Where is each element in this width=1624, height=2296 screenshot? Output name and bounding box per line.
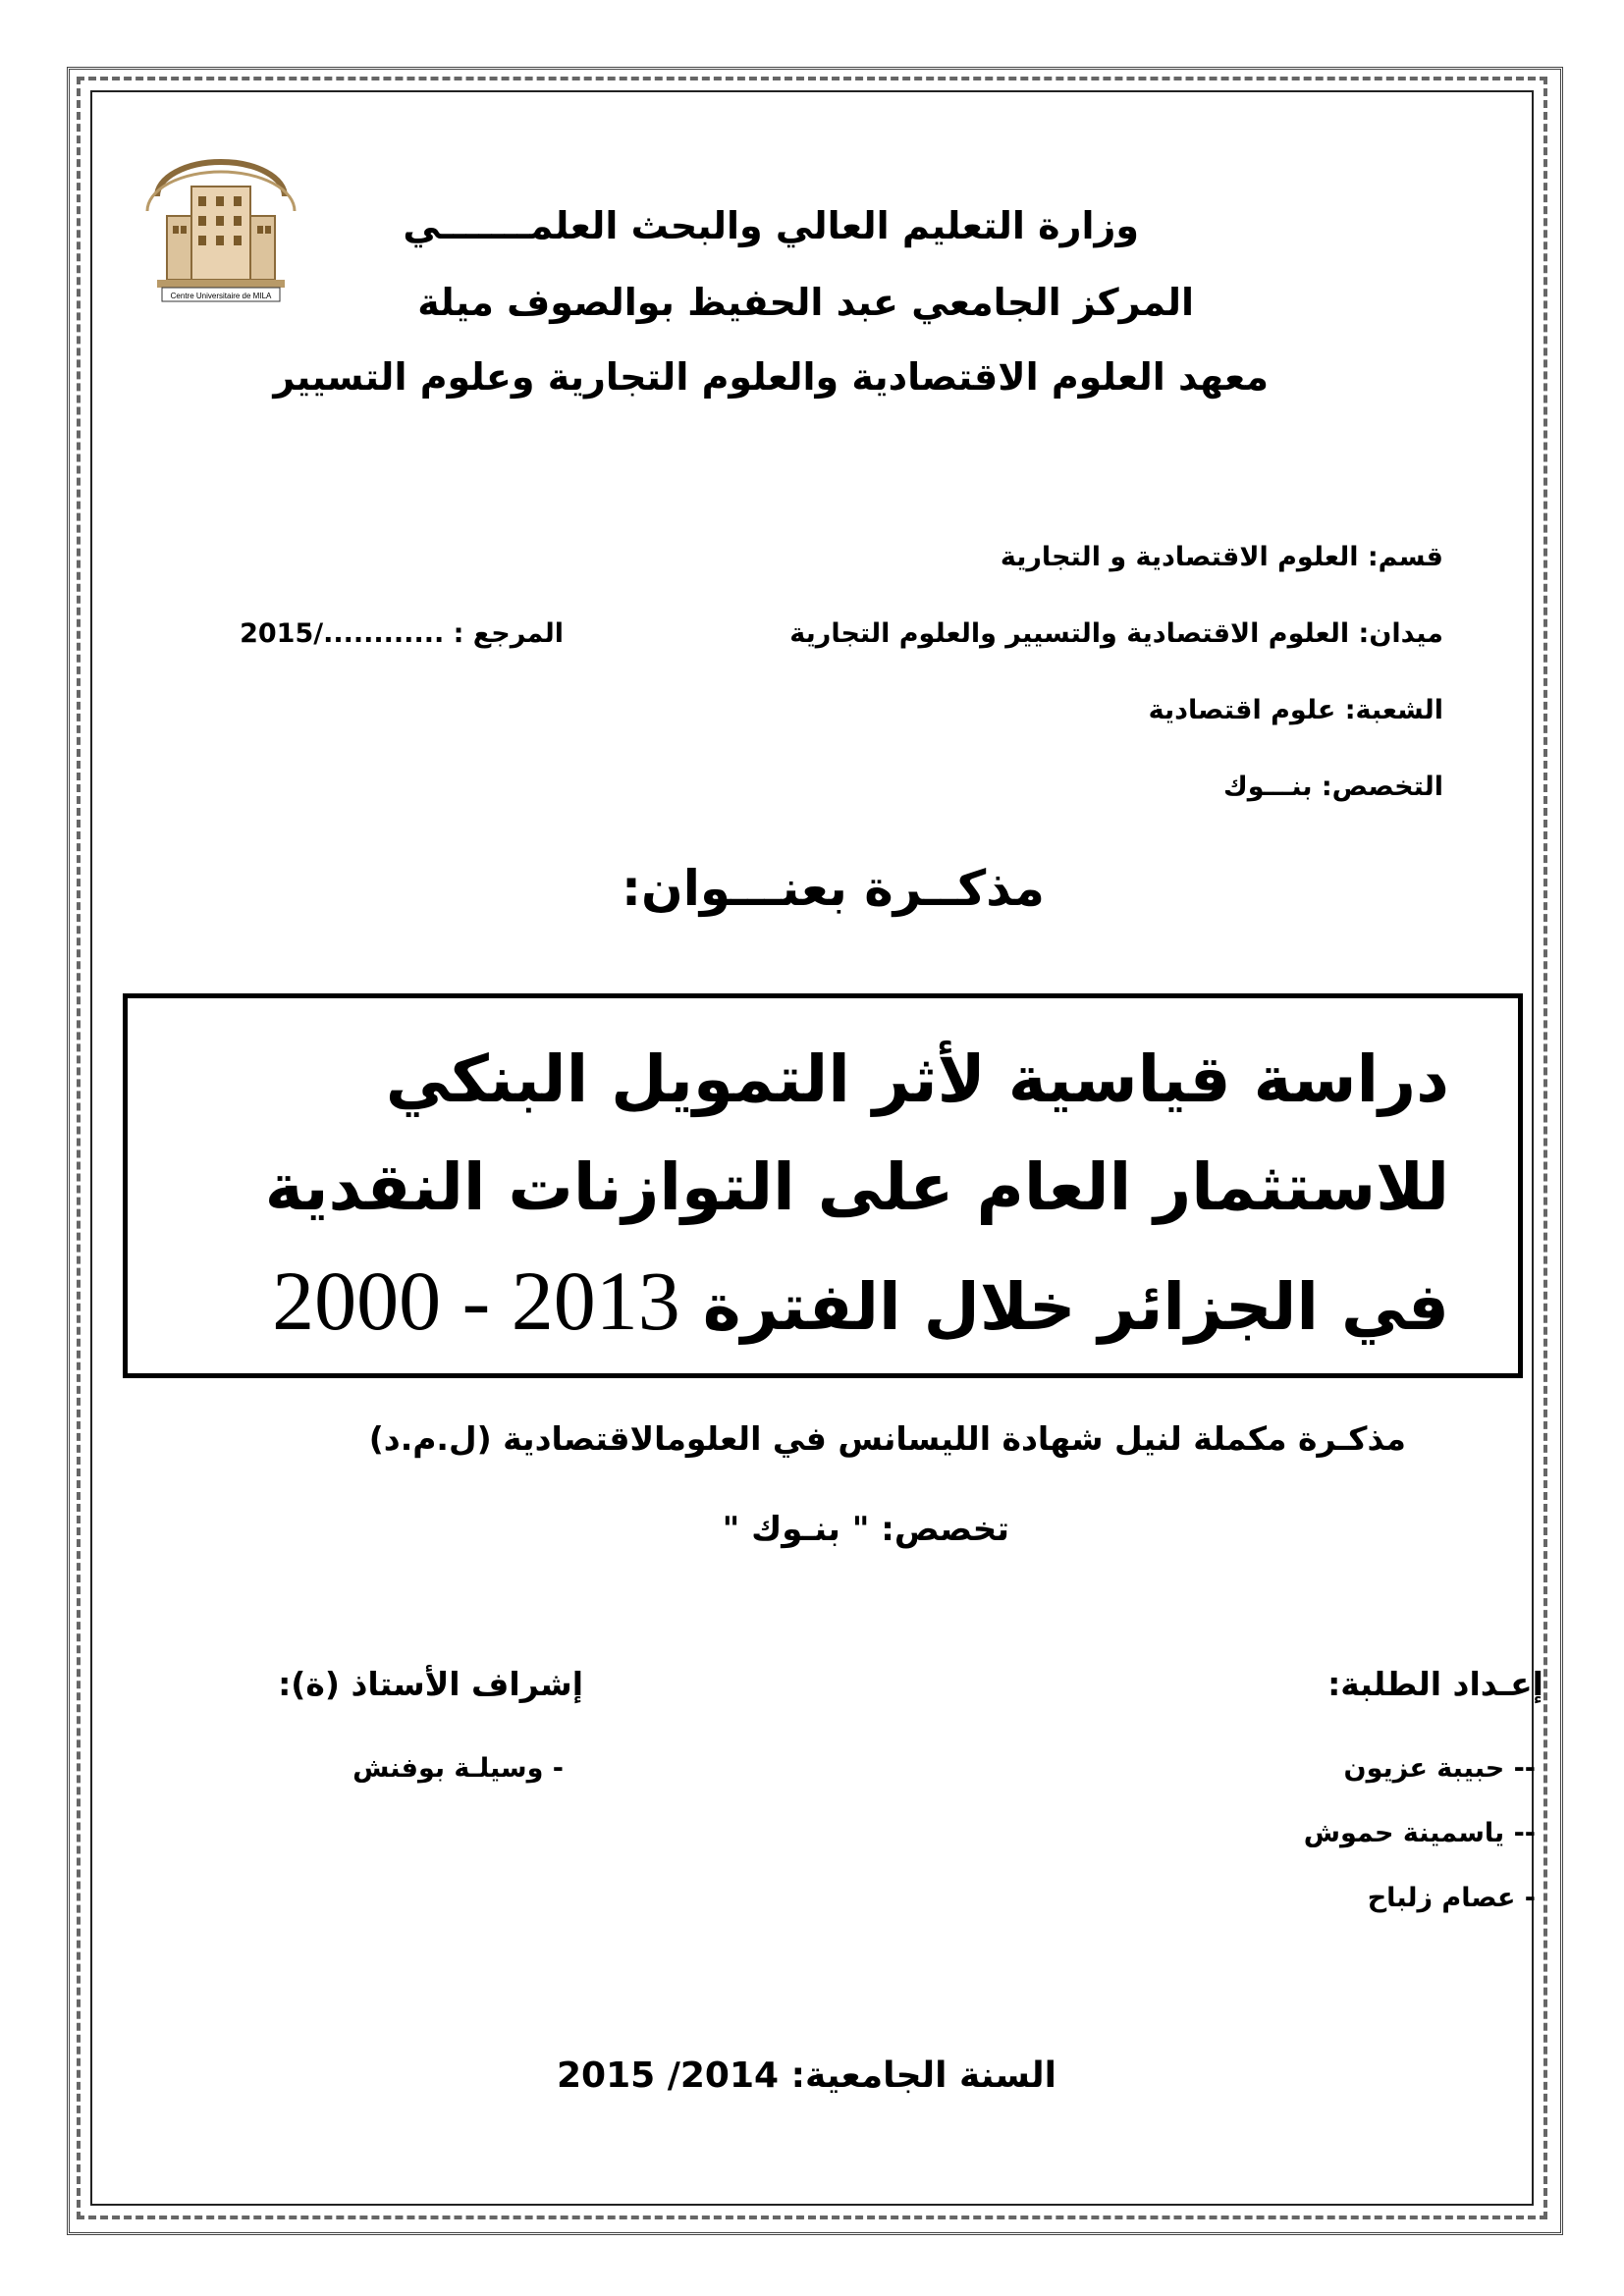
- supervisor-name: - وسيلـة بوفنش: [352, 1753, 564, 1784]
- ministry-name: وزارة التعليم العالي والبحث العلمـــــــي: [403, 204, 1139, 247]
- student-item: - عصام زلباح: [1367, 1883, 1536, 1913]
- thesis-title-line-3: [272, 1254, 1449, 1348]
- thesis-title-line-2: للاستثمار العام على التوازنات النقدية: [264, 1149, 1449, 1225]
- memo-subtitle: مذكـرة مكملة لنيل شهادة الليسانس في العلومالاقتصادية (ل.م.د): [368, 1419, 1406, 1458]
- branch-line: الشعبة: علوم اقتصادية: [1148, 695, 1443, 725]
- thesis-title-years: 2000 - 2013: [272, 1254, 680, 1348]
- student-item: -- ياسمينة حموش: [1303, 1818, 1536, 1848]
- university-logo: [137, 157, 304, 314]
- specialty-line: التخصص: بنـــوك: [1222, 772, 1443, 802]
- field-line: ميدان: العلوم الاقتصادية والتسيير والعلوم التجارية: [789, 618, 1443, 649]
- reference-line: المرجع : ............/2015: [240, 618, 564, 649]
- logo-caption: Centre Universitaire de MILA: [170, 292, 272, 300]
- memo-heading: مذكــرة بعنـــوان:: [622, 860, 1045, 917]
- department-line: قسم: العلوم الاقتصادية و التجارية: [1000, 542, 1443, 572]
- student-item: -- حبيبة عزيون: [1343, 1753, 1536, 1784]
- specialization-line: تخصص: " بنـوك ": [722, 1510, 1009, 1549]
- institute-name: معهد العلوم الاقتصادية والعلوم التجارية وعلوم التسيير: [273, 355, 1269, 399]
- supervisor-label: إشراف الأستاذ (ة):: [278, 1665, 583, 1703]
- thesis-title-line-1: دراسة قياسية لأثر التمويل البنكي: [385, 1041, 1449, 1117]
- academic-year: السنة الجامعية: 2014/ 2015: [556, 2056, 1056, 2096]
- students-label: إعـداد الطلبة:: [1327, 1665, 1543, 1703]
- thesis-title-box: [123, 993, 1523, 1378]
- thesis-title-line-3-text: في الجزائر خلال الفترة: [702, 1269, 1449, 1345]
- university-name: المركز الجامعي عبد الحفيظ بوالصوف ميلة: [417, 281, 1194, 324]
